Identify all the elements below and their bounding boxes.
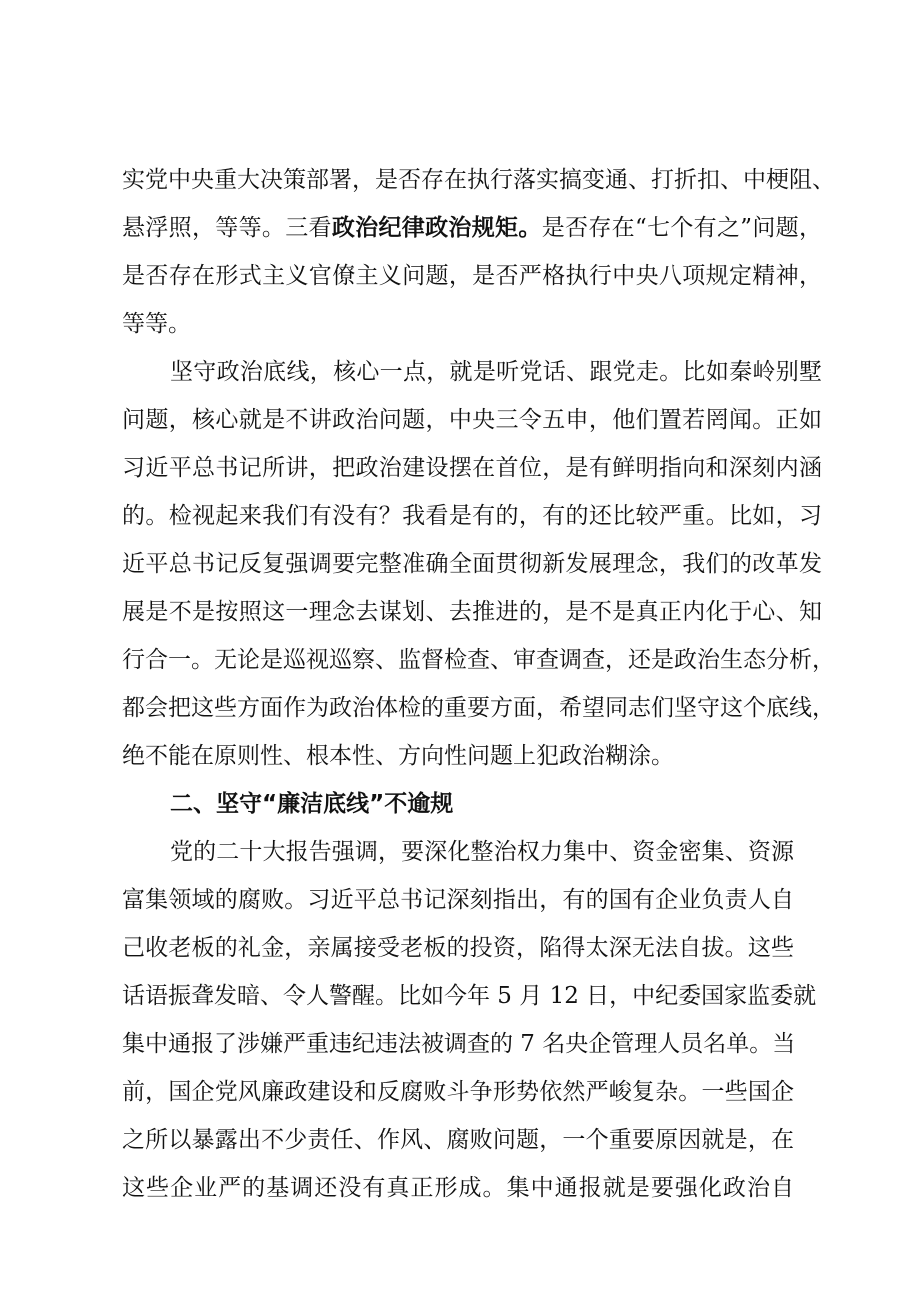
paragraph-2-line-2: 问题，核心就是不讲政治问题，中央三令五申，他们置若罔闻。正如 — [122, 407, 822, 433]
political-discipline-emphasis: 政治纪律政治规矩。 — [331, 214, 542, 241]
paragraph-2-line-9: 绝不能在原则性、根本性、方向性问题上犯政治糊涂。 — [122, 743, 674, 769]
paragraph-3-line-8: 这些企业严的基调还没有真正形成。集中通报就是要强化政治自 — [122, 1175, 794, 1201]
paragraph-2-line-8: 都会把这些方面作为政治体检的重要方面，希望同志们坚守这个底线， — [122, 695, 835, 721]
section-heading: 二、坚守“廉洁底线”不逾规 — [170, 791, 454, 817]
paragraph-3-line-4: 话语振聋发暗、令人警醒。比如今年 5 月 12 日，中纪委国家监委就 — [122, 983, 817, 1009]
paragraph-3-line-6: 前，国企党风廉政建设和反腐败斗争形势依然严峻复杂。一些国企 — [122, 1079, 794, 1105]
paragraph-3-line-2: 富集领域的腐败。习近平总书记深刻指出，有的国有企业负责人自 — [122, 887, 794, 913]
paragraph-2-line-6: 展是不是按照这一理念去谋划、去推进的，是不是真正内化于心、知 — [122, 599, 822, 625]
paragraph-2-line-5: 近平总书记反复强调要完整准确全面贯彻新发展理念，我们的改革发 — [122, 551, 822, 577]
paragraph-1-line-2-text-b: 是否存在“七个有之”问题， — [541, 215, 822, 241]
paragraph-2-line-3: 习近平总书记所讲，把政治建设摆在首位，是有鲜明指向和深刻内涵 — [122, 455, 822, 481]
paragraph-2-line-4: 的。检视起来我们有没有？我看是有的，有的还比较严重。比如，习 — [122, 503, 822, 529]
paragraph-1-line-2 — [122, 208, 822, 248]
paragraph-2-line-1: 坚守政治底线，核心一点，就是听党话、跟党走。比如秦岭别墅 — [170, 359, 822, 385]
paragraph-3-line-1: 党的二十大报告强调，要深化整治权力集中、资金密集、资源 — [170, 839, 794, 865]
paragraph-1-line-4: 等等。 — [122, 311, 191, 337]
paragraph-3-line-3: 己收老板的礼金，亲属接受老板的投资，陷得太深无法自拔。这些 — [122, 935, 794, 961]
paragraph-1-line-2-text-a: 悬浮照，等等。三看 — [122, 215, 332, 241]
paragraph-1-line-1: 实党中央重大决策部署，是否存在执行落实搞变通、打折扣、中梗阻、 — [122, 167, 835, 193]
paragraph-2-line-7: 行合一。无论是巡视巡察、监督检查、审查调查，还是政治生态分析， — [122, 647, 835, 673]
paragraph-3-line-5: 集中通报了涉嫌严重违纪违法被调查的 7 名央企管理人员名单。当 — [122, 1031, 796, 1057]
paragraph-1-line-3: 是否存在形式主义官僚主义问题，是否严格执行中央八项规定精神， — [122, 263, 822, 289]
paragraph-3-line-7: 之所以暴露出不少责任、作风、腐败问题，一个重要原因就是，在 — [122, 1127, 794, 1153]
